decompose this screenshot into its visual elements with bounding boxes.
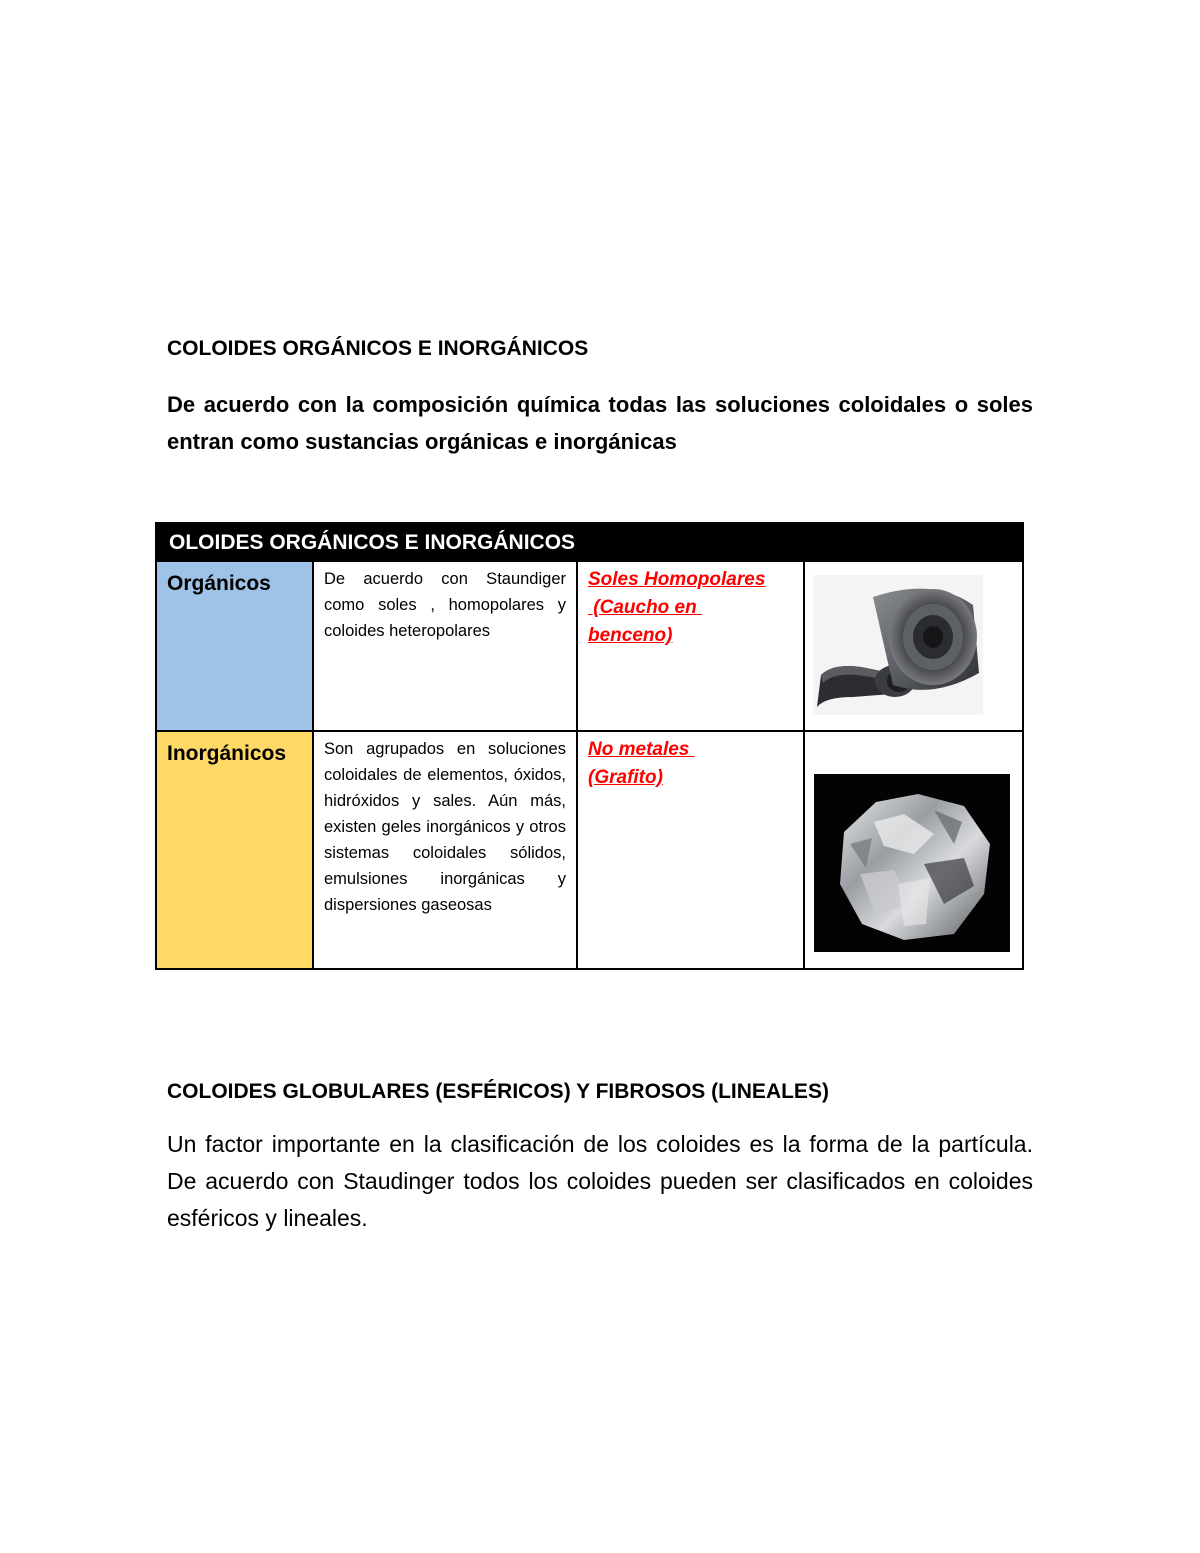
category-organic: Orgánicos <box>156 561 313 731</box>
example-line: benceno) <box>588 625 673 646</box>
category-inorganic: Inorgánicos <box>156 731 313 969</box>
example-line: No metales <box>588 739 695 760</box>
description-organic: De acuerdo con Staundiger como soles , homopolares y coloides heteropolares <box>313 561 577 731</box>
image-cell-inorganic <box>804 731 1023 969</box>
body-paragraph: Un factor importante en la clasificación de los coloides es la forma de la partícula. De acuerdo con Staudinger todos los coloides pueden ser clasificados en coloides esféricos y lineales. <box>167 1131 1033 1231</box>
description-inorganic: Son agrupados en soluciones coloidales de elementos, óxidos, hidróxidos y sales. Aún más, existen geles inorgánicos y otros sistemas coloidales sólidos, emulsiones inorgánicas y dispersiones gaseosas <box>313 731 577 969</box>
graphite-rock-image <box>814 774 1010 952</box>
section-title-2: COLOIDES GLOBULARES (ESFÉRICOS) Y FIBROSOS (LINEALES) <box>167 1080 829 1103</box>
example-line: Soles Homopolares <box>588 569 766 590</box>
image-cell-organic <box>804 561 1023 731</box>
table-header: OLOIDES ORGÁNICOS E INORGÁNICOS <box>156 523 1023 561</box>
table-row <box>156 561 1023 731</box>
intro-paragraph: De acuerdo con la composición química todas las soluciones coloidales o soles entran como sustancias orgánicas e inorgánicas <box>167 392 1033 454</box>
section-title: COLOIDES ORGÁNICOS E INORGÁNICOS <box>167 337 589 360</box>
example-organic <box>577 561 804 731</box>
table-row <box>156 731 1023 969</box>
example-line: (Grafito) <box>588 767 663 788</box>
example-inorganic <box>577 731 804 969</box>
example-line: (Caucho en <box>588 597 703 618</box>
rubber-roll-image <box>813 575 983 715</box>
colloid-table <box>155 522 1024 970</box>
